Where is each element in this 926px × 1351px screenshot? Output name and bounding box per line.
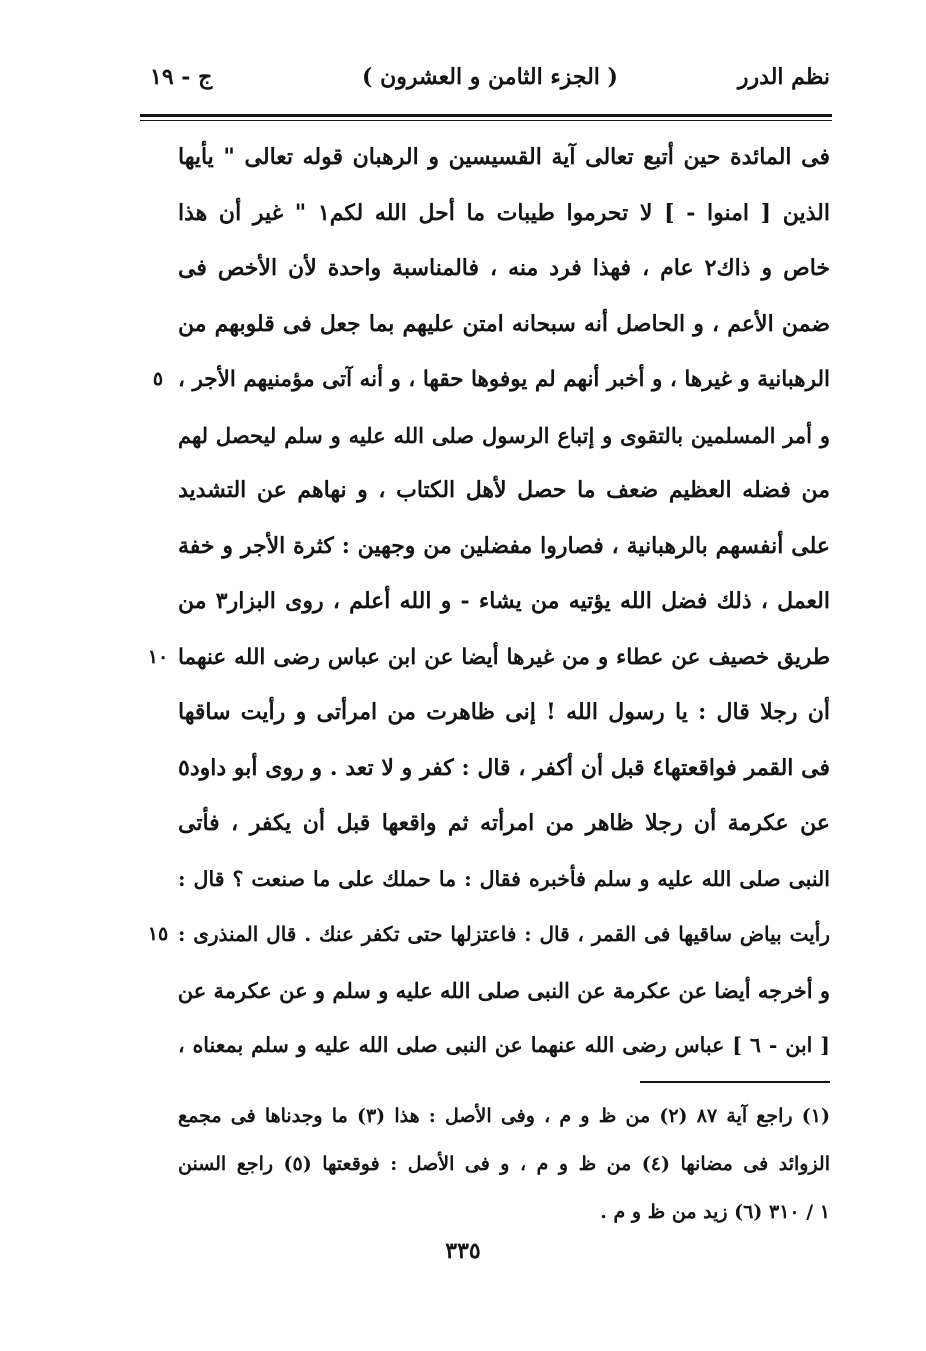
footnote-line: الزوائد فى مضانها (٤) من ظ و م ، و فى الأصل : فوقعتها (٥) راجع السنن bbox=[178, 1153, 830, 1175]
text-line: الرهبانية و غيرها ، و أخبر أنهم لم يوفوها حقها ، و أنه آتى مؤمنيهم الأجر ، bbox=[178, 367, 830, 392]
header-rule-thick bbox=[140, 114, 832, 117]
line-number-15: ١٥ bbox=[147, 923, 169, 945]
text-line: أن رجلا قال : يا رسول الله ! إنى ظاهرت من امرأتى و رأيت ساقها bbox=[178, 699, 830, 725]
header-book-title: نظم الدرر bbox=[737, 64, 830, 90]
footnote-separator bbox=[640, 1081, 830, 1083]
text-line: عن عكرمة أن رجلا ظاهر من امرأته ثم واقعها قبل أن يكفر ، فأتى bbox=[178, 810, 830, 836]
text-line: على أنفسهم بالرهبانية ، فصاروا مفضلين من وجهين : كثرة الأجر و خفة bbox=[178, 532, 830, 559]
text-line: ضمن الأعم ، و الحاصل أنه سبحانه امتن عليهم بما جعل فى قلوبهم من bbox=[178, 310, 830, 337]
text-line: طريق خصيف عن عطاء و من غيرها أيضا عن ابن عباس رضى الله عنهما bbox=[178, 644, 830, 670]
text-line: و أخرجه أيضا عن عكرمة عن النبى صلى الله عليه و سلم و عن عكرمة عن bbox=[178, 977, 830, 1003]
main-text bbox=[178, 130, 830, 1074]
text-line: و أمر المسلمين بالتقوى و إتباع الرسول صلى الله عليه و سلم ليحصل لهم bbox=[178, 422, 830, 448]
text-line: رأيت بياض ساقيها فى القمر ، قال : فاعتزلها حتى تكفر عنك . قال المنذرى : bbox=[178, 922, 830, 946]
text-line: من فضله العظيم ضعف ما حصل لأهل الكتاب ، و نهاهم عن التشديد bbox=[178, 477, 830, 503]
header-volume-number: ج - ١٩ bbox=[150, 64, 213, 90]
footnote-line: ١ / ٣١٠ (٦) زيد من ظ و م . bbox=[600, 1201, 830, 1223]
running-header bbox=[150, 56, 830, 100]
text-line: [ ابن - ٦ ] عباس رضى الله عنهما عن النبى صلى الله عليه و سلم بمعناه ، bbox=[178, 1033, 830, 1057]
line-number-10: ١٠ bbox=[147, 646, 169, 668]
footnotes bbox=[178, 1092, 830, 1236]
text-line: النبى صلى الله عليه و سلم فأخبره فقال : ما حملك على ما صنعت ؟ قال : bbox=[178, 866, 830, 891]
text-line: فى القمر فواقعتها٤ قبل أن أكفر ، قال : كفر و لا تعد . و روى أبو داود٥ bbox=[178, 754, 830, 781]
header-part-title: ( الجزء الثامن و العشرون ) bbox=[362, 64, 618, 90]
text-line: العمل ، ذلك فضل الله يؤتيه من يشاء - و الله أعلم ، روى البزار٣ من bbox=[178, 588, 830, 614]
text-line: فى المائدة حين أتبع تعالى آية القسيسين و الرهبان قوله تعالى " يأيها bbox=[178, 144, 830, 170]
page-number: ٣٣٥ bbox=[445, 1238, 481, 1264]
text-line: الذين [ امنوا - ] لا تحرموا طيبات ما أحل الله لكم١ " غير أن هذا bbox=[178, 199, 830, 226]
text-line: خاص و ذاك٢ عام ، فهذا فرد منه ، فالمناسبة واحدة لأن الأخص فى bbox=[178, 255, 830, 281]
header-rule-thin bbox=[140, 120, 832, 121]
line-number-5: ٥ bbox=[152, 368, 164, 390]
footnote-line: (١) راجع آية ٨٧ (٢) من ظ و م ، وفى الأصل : هذا (٣) ما وجدناها فى مجمع bbox=[178, 1105, 830, 1127]
